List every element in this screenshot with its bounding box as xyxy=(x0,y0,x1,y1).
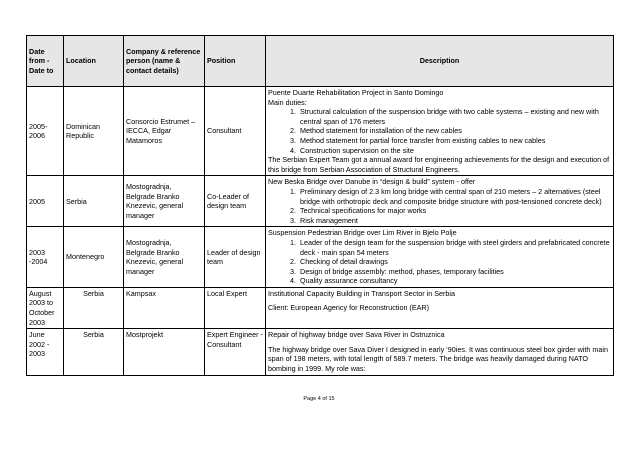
list-item: 2. Method statement for installation of the new cables xyxy=(298,126,611,136)
header-company: Company & reference person (name & contact details) xyxy=(124,36,205,87)
header-position: Position xyxy=(205,36,266,87)
table-header-row xyxy=(27,36,614,87)
header-location: Location xyxy=(64,36,124,87)
experience-table xyxy=(26,35,614,376)
table-row xyxy=(27,227,614,288)
row-description xyxy=(266,329,614,375)
row-description xyxy=(266,176,614,227)
row-date: 2005 xyxy=(27,176,64,227)
row-company: Consorcio Estrumet – IECCA, Edgar Matamoros xyxy=(124,87,205,176)
row-location: Montenegro xyxy=(64,227,124,288)
description-note: The Serbian Expert Team got a annual award for engineering achievements for the design and execution of this bridge from Serbian Association of Structural Engineers. xyxy=(268,155,610,174)
description-title: Puente Duarte Rehabilitation Project in Santo Domingo xyxy=(268,88,444,97)
list-item: 1. Leader of the design team for the suspension bridge with steel girders and prefabricated concrete deck - main span 54 meters xyxy=(298,238,611,257)
description-subtitle: Main duties: xyxy=(268,97,307,107)
row-description xyxy=(266,87,614,176)
list-item: 1. Structural calculation of the suspension bridge with two cable systems – existing and new with central span of 176 meters xyxy=(298,107,611,126)
description-title: New Beska Bridge over Danube in “design & build” system - offer xyxy=(268,177,476,187)
list-item: 4. Construction supervision on the site xyxy=(298,146,611,156)
row-company: Mostprojekt xyxy=(124,329,205,375)
description-title: Suspension Pedestrian Bridge over Lim River in Bjelo Polje xyxy=(268,228,457,238)
table-row xyxy=(27,176,614,227)
row-company: Mostogradnja, Belgrade Branko Knezevic, general manager xyxy=(124,176,205,227)
list-item: 3. Risk management xyxy=(298,216,611,226)
row-position: Co-Leader of design team xyxy=(205,176,266,227)
list-item: 2. Checking of detail drawings xyxy=(298,257,611,267)
list-item: 2. Technical specifications for major works xyxy=(298,206,611,216)
list-item: 1. Preliminary design of 2.3 km long bridge with central span of 210 meters – 2 alternatives (steel bridge with orthotropic deck and composite bridge structure with post-tensioned concrete deck) xyxy=(298,187,611,206)
row-date: August 2003 to October 2003 xyxy=(27,287,64,328)
row-description xyxy=(266,227,614,288)
row-date: June 2002 - 2003 xyxy=(27,329,64,375)
row-company: Kampsax xyxy=(124,287,205,328)
row-location: Serbia xyxy=(64,176,124,227)
row-company: Mostogradnja, Belgrade Branko Knezevic, general manager xyxy=(124,227,205,288)
description-title: Repair of highway bridge over Sava River in Ostruznica xyxy=(268,330,445,340)
list-item: 3. Design of bridge assembly: method, phases, temporary facilities xyxy=(298,267,611,277)
row-position: Expert Engineer - Consultant xyxy=(205,329,266,375)
table-row xyxy=(27,87,614,176)
description-client: Client: European Agency for Reconstruction (EAR) xyxy=(268,303,429,313)
list-item: 4. Quality assurance consultancy xyxy=(298,276,611,286)
list-item: 3. Method statement for partial force transfer from existing cables to new cables xyxy=(298,136,611,146)
table-row xyxy=(27,287,614,328)
row-description xyxy=(266,287,614,328)
description-title: Institutional Capacity Building in Transport Sector in Serbia xyxy=(268,288,455,298)
row-position: Consultant xyxy=(205,87,266,176)
row-location: Serbia xyxy=(64,287,124,328)
duties-list xyxy=(268,107,611,155)
row-date: 2005-2006 xyxy=(27,87,64,176)
description-paragraph: The highway bridge over Sava Diver I designed in early ‘90ies. It was continuous steel box girder with main span of 198 meters, with total length of 589.7 meters. The bridge was heavily damaged during NATO bombing in 1999. My role was: xyxy=(268,344,608,374)
table-row xyxy=(27,329,614,375)
row-date: 2003 -2004 xyxy=(27,227,64,288)
row-location: Dominican Republic xyxy=(64,87,124,176)
duties-list xyxy=(268,238,611,286)
header-date: Date from - Date to xyxy=(27,36,64,87)
header-description: Description xyxy=(266,36,614,87)
duties-list xyxy=(268,187,611,225)
row-location: Serbia xyxy=(64,329,124,375)
page-footer: Page 4 of 15 xyxy=(303,396,335,402)
row-position: Local Expert xyxy=(205,287,266,328)
row-position: Leader of design team xyxy=(205,227,266,288)
